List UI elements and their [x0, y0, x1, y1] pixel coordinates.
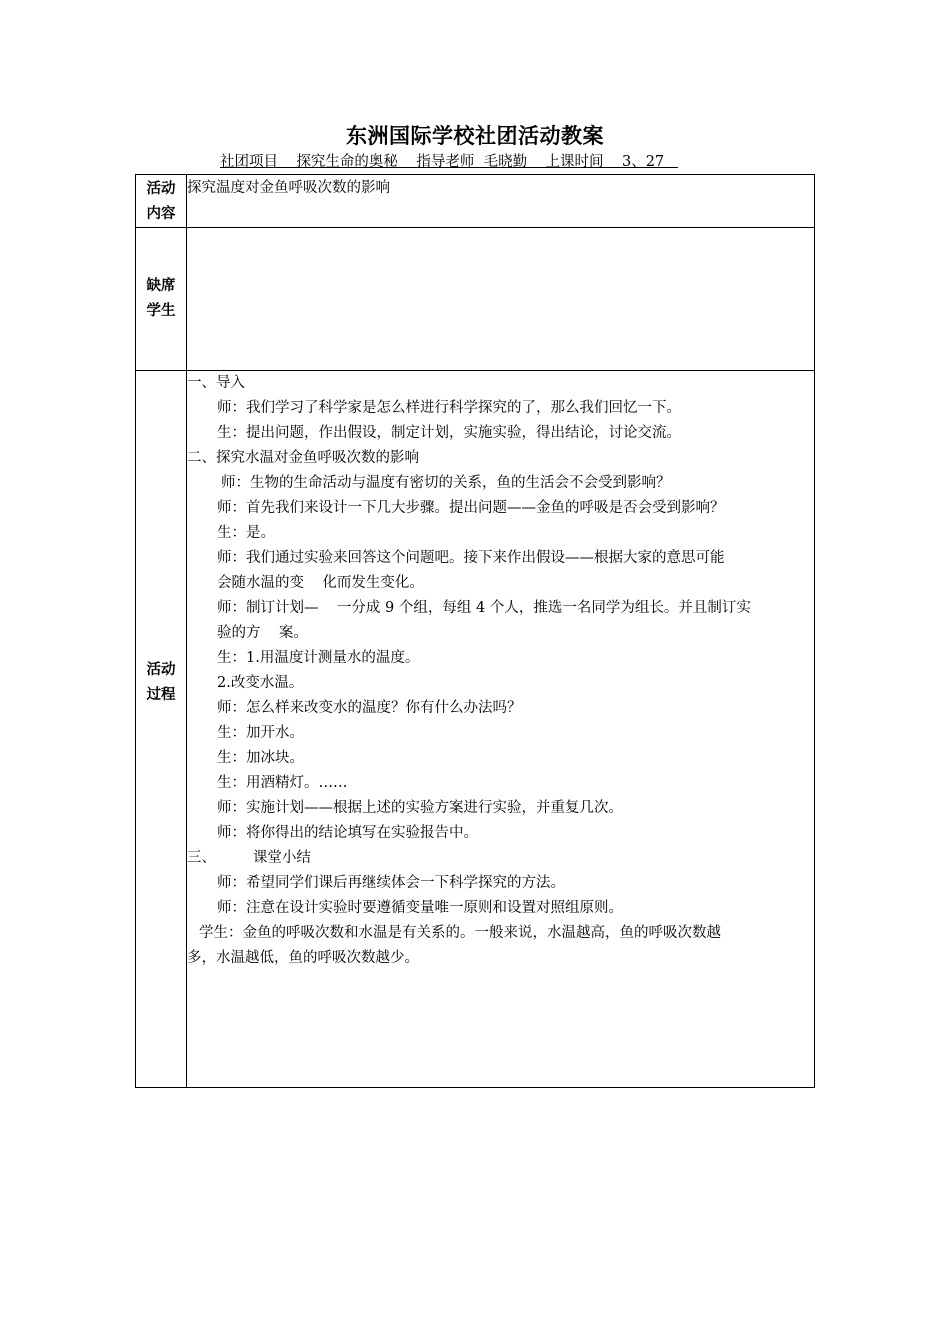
process-line: 二、探究水温对金鱼呼吸次数的影响 [187, 450, 419, 466]
process-line: 一、导入 [187, 375, 245, 391]
row-absent-students [136, 228, 815, 371]
process-line: 生：提出问题，作出假设，制定计划，实施实验，得出结论，讨论交流。 [217, 425, 681, 441]
process-line: 师：生物的生命活动与温度有密切的关系，鱼的生活会不会受到影响？ [221, 475, 671, 491]
process-line: 师：首先我们来设计一下几大步骤。提出问题——金鱼的呼吸是否会受到影响？ [217, 500, 725, 516]
process-line: 师：怎么样来改变水的温度？你有什么办法吗？ [217, 700, 522, 716]
label-activity-process: 活动过程 [136, 371, 187, 1088]
label-activity-content: 活动内容 [136, 175, 187, 228]
process-line: 生：用酒精灯。…… [217, 775, 348, 791]
process-line: 生：1.用温度计测量水的温度。 [217, 650, 420, 666]
process-line: 师：注意在设计实验时要遵循变量唯一原则和设置对照组原则。 [217, 900, 623, 916]
process-line: 师：我们学习了科学家是怎么样进行科学探究的了，那么我们回忆一下。 [217, 400, 681, 416]
process-line: 生：是。 [217, 525, 275, 541]
lesson-plan-table [135, 174, 815, 1088]
process-line: 师：将你得出的结论填写在实验报告中。 [217, 825, 478, 841]
process-line: 师：实施计划——根据上述的实验方案进行实验，并重复几次。 [217, 800, 623, 816]
activity-process-text [187, 371, 815, 1088]
process-line: 生：加冰块。 [217, 750, 304, 766]
page-title: 东洲国际学校社团活动教案 [346, 123, 604, 148]
process-line: 师：制订计划— 一分成 9 个组，每组 4 个人，推选一名同学为组长。并且制订实 [217, 600, 751, 616]
process-line: 学生：金鱼的呼吸次数和水温是有关系的。一般来说，水温越高，鱼的呼吸次数越 [199, 925, 721, 941]
process-line: 多，水温越低，鱼的呼吸次数越少。 [187, 950, 419, 966]
label-absent-students: 缺席学生 [136, 228, 187, 371]
activity-content-text: 探究温度对金鱼呼吸次数的影响 [187, 175, 815, 228]
process-line: 2.改变水温。 [217, 675, 304, 691]
row-activity-content [136, 175, 815, 228]
process-line: 三、 课堂小结 [187, 850, 311, 866]
process-line: 师：希望同学们课后再继续体会一下科学探究的方法。 [217, 875, 565, 891]
absent-students-text [187, 228, 815, 371]
row-activity-process [136, 371, 815, 1088]
subtitle-info: 社团项目 探究生命的奥秘 指导老师 毛晓勤 上课时间 3、27 [220, 154, 678, 170]
process-line: 会随水温的变 化而发生变化。 [217, 575, 424, 591]
process-line: 生：加开水。 [217, 725, 304, 741]
process-line: 师：我们通过实验来回答这个问题吧。接下来作出假设——根据大家的意思可能 [217, 550, 725, 566]
process-line: 验的方 案。 [217, 625, 308, 641]
